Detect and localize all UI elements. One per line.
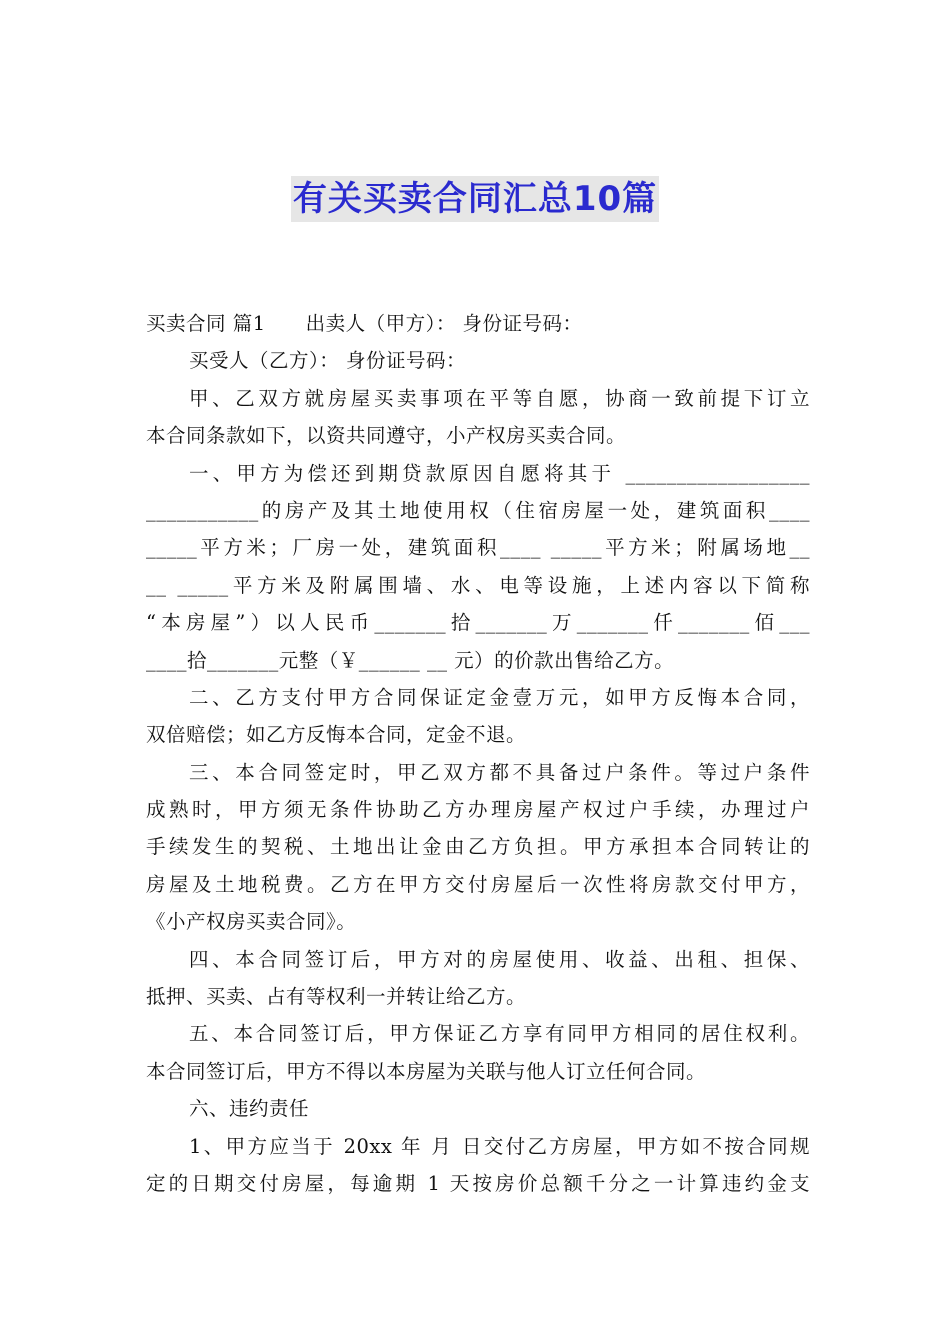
text-line: 定的日期交付房屋，每逾期 1 天按房价总额千分之一计算违约金支: [146, 1171, 810, 1195]
text-line: “本房屋”）以人民币_______拾_______万_______仟_______佰___: [146, 611, 810, 635]
text-line: 房屋及土地税费。乙方在甲方交付房屋后一次性将房款交付甲方，: [146, 872, 810, 896]
text-line: 《小产权房买卖合同》。: [146, 910, 357, 934]
text-line: 四、本合同签订后，甲方对的房屋使用、收益、出租、担保、: [189, 947, 810, 971]
text-line: 二、乙方支付甲方合同保证定金壹万元，如甲方反悔本合同，: [189, 685, 810, 709]
text-line: 本合同条款如下，以资共同遵守，小产权房买卖合同。: [146, 424, 627, 448]
text-line: 六、违约责任: [189, 1097, 310, 1121]
text-line: _____平方米；厂房一处，建筑面积____ _____平方米；附属场地__: [146, 536, 810, 560]
text-line: 手续发生的契税、土地出让金由乙方负担。甲方承担本合同转让的: [146, 835, 810, 859]
text-line: 买受人（乙方）： 身份证号码：: [189, 349, 466, 373]
text-line: 五、本合同签订后，甲方保证乙方享有同甲方相同的居住权利。: [189, 1022, 810, 1046]
seller-line: 出卖人（甲方）： 身份证号码：: [305, 312, 583, 335]
document-body: [146, 305, 810, 1202]
text-line: 一、甲方为偿还到期贷款原因自愿将其于 __________________: [189, 461, 810, 485]
text-line: 甲、乙双方就房屋买卖事项在平等自愿，协商一致前提下订立: [189, 386, 810, 410]
text-line: 本合同签订后，甲方不得以本房屋为关联与他人订立任何合同。: [146, 1059, 707, 1083]
text-line: 1、甲方应当于 20xx 年 月 日交付乙方房屋，甲方如不按合同规: [189, 1134, 810, 1158]
text-line: ____拾_______元整（￥______ __ 元）的价款出售给乙方。: [146, 648, 675, 672]
section-heading: 买卖合同 篇1: [146, 312, 266, 335]
title-container: [0, 176, 950, 222]
text-line: [146, 305, 810, 342]
text-line: ___________的房产及其土地使用权（住宿房屋一处，建筑面积____: [146, 498, 810, 522]
text-line: 成熟时，甲方须无条件协助乙方办理房屋产权过户手续，办理过户: [146, 798, 810, 822]
text-line: 三、本合同签定时，甲乙双方都不具备过户条件。等过户条件: [189, 760, 810, 784]
text-line: 抵押、买卖、占有等权利一并转让给乙方。: [146, 985, 527, 1009]
text-line: 双倍赔偿；如乙方反悔本合同，定金不退。: [146, 723, 527, 747]
document-title: 有关买卖合同汇总10篇: [291, 176, 659, 222]
text-line: __ _____平方米及附属围墙、水、电等设施，上述内容以下简称: [146, 573, 810, 597]
